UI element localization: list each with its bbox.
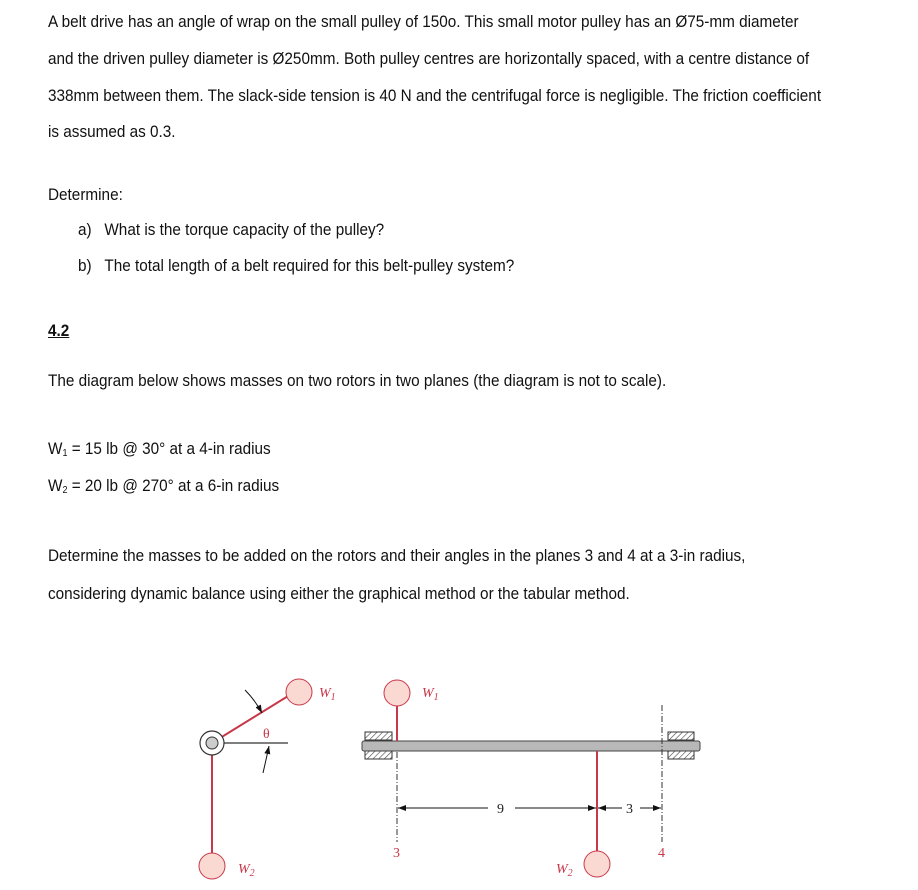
shaft-end [206,737,218,749]
task-text-line: considering dynamic balance using either the graphical method or the tabular method. [48,584,630,603]
w1-label: $W_1$ [422,686,439,703]
w2-label: $W_2$ [556,862,573,879]
theta-label: θ [263,727,270,742]
plane-4-label: 4 [658,846,665,861]
w1-mass [286,679,312,705]
determine-label: Determine: [48,185,123,204]
section-heading: 4.2 [48,321,70,340]
mass-spec: = 20 lb @ 270° at a 6-in radius [67,476,280,495]
w2-label: $W_2$ [238,862,255,879]
w2-mass [199,853,225,879]
intro-text: The diagram below shows masses on two rotors in two planes (the diagram is not to scale). [48,371,667,390]
bearing [668,751,694,759]
question-marker: a) [78,220,92,239]
shaft [362,741,700,751]
question-text: What is the torque capacity of the pulley? [104,220,385,239]
bearing [365,732,392,740]
angle-arrow-icon [263,746,269,773]
w1-label: $W_1$ [319,686,336,703]
task-text-line: Determine the masses to be added on the rotors and their angles in the planes 3 and 4 at a 3-in radius, [48,546,746,565]
end-view [199,679,336,879]
problem-text-line: and the driven pulley diameter is Ø250mm. Both pulley centres are horizontally spaced, with a centre distance of [48,49,810,68]
mass-subscript: 2 [62,485,68,496]
w2-mass [584,851,610,877]
mass-spec: = 15 lb @ 30° at a 4-in radius [67,439,271,458]
w1-mass [384,680,410,706]
mass-symbol: W [48,476,63,495]
problem-text-line: is assumed as 0.3. [48,122,176,141]
angle-arrow-icon [245,690,262,713]
bearing [365,751,392,759]
question-text: The total length of a belt required for this belt-pulley system? [104,256,515,275]
dimension-3: 3 [626,802,633,817]
plane-3-label: 3 [393,846,400,861]
problem-text-line: 338mm between them. The slack-side tension is 40 N and the centrifugal force is negligible. The friction coefficient [48,86,822,105]
mass-subscript: 1 [62,448,68,459]
bearing [668,732,694,740]
dimension-9: 9 [497,802,504,817]
side-view [362,680,700,879]
w1-arm [212,693,293,743]
mass-symbol: W [48,439,63,458]
problem-text-line: A belt drive has an angle of wrap on the small pulley of 150o. This small motor pulley has an Ø75-mm diameter [48,12,799,31]
question-marker: b) [78,256,92,275]
